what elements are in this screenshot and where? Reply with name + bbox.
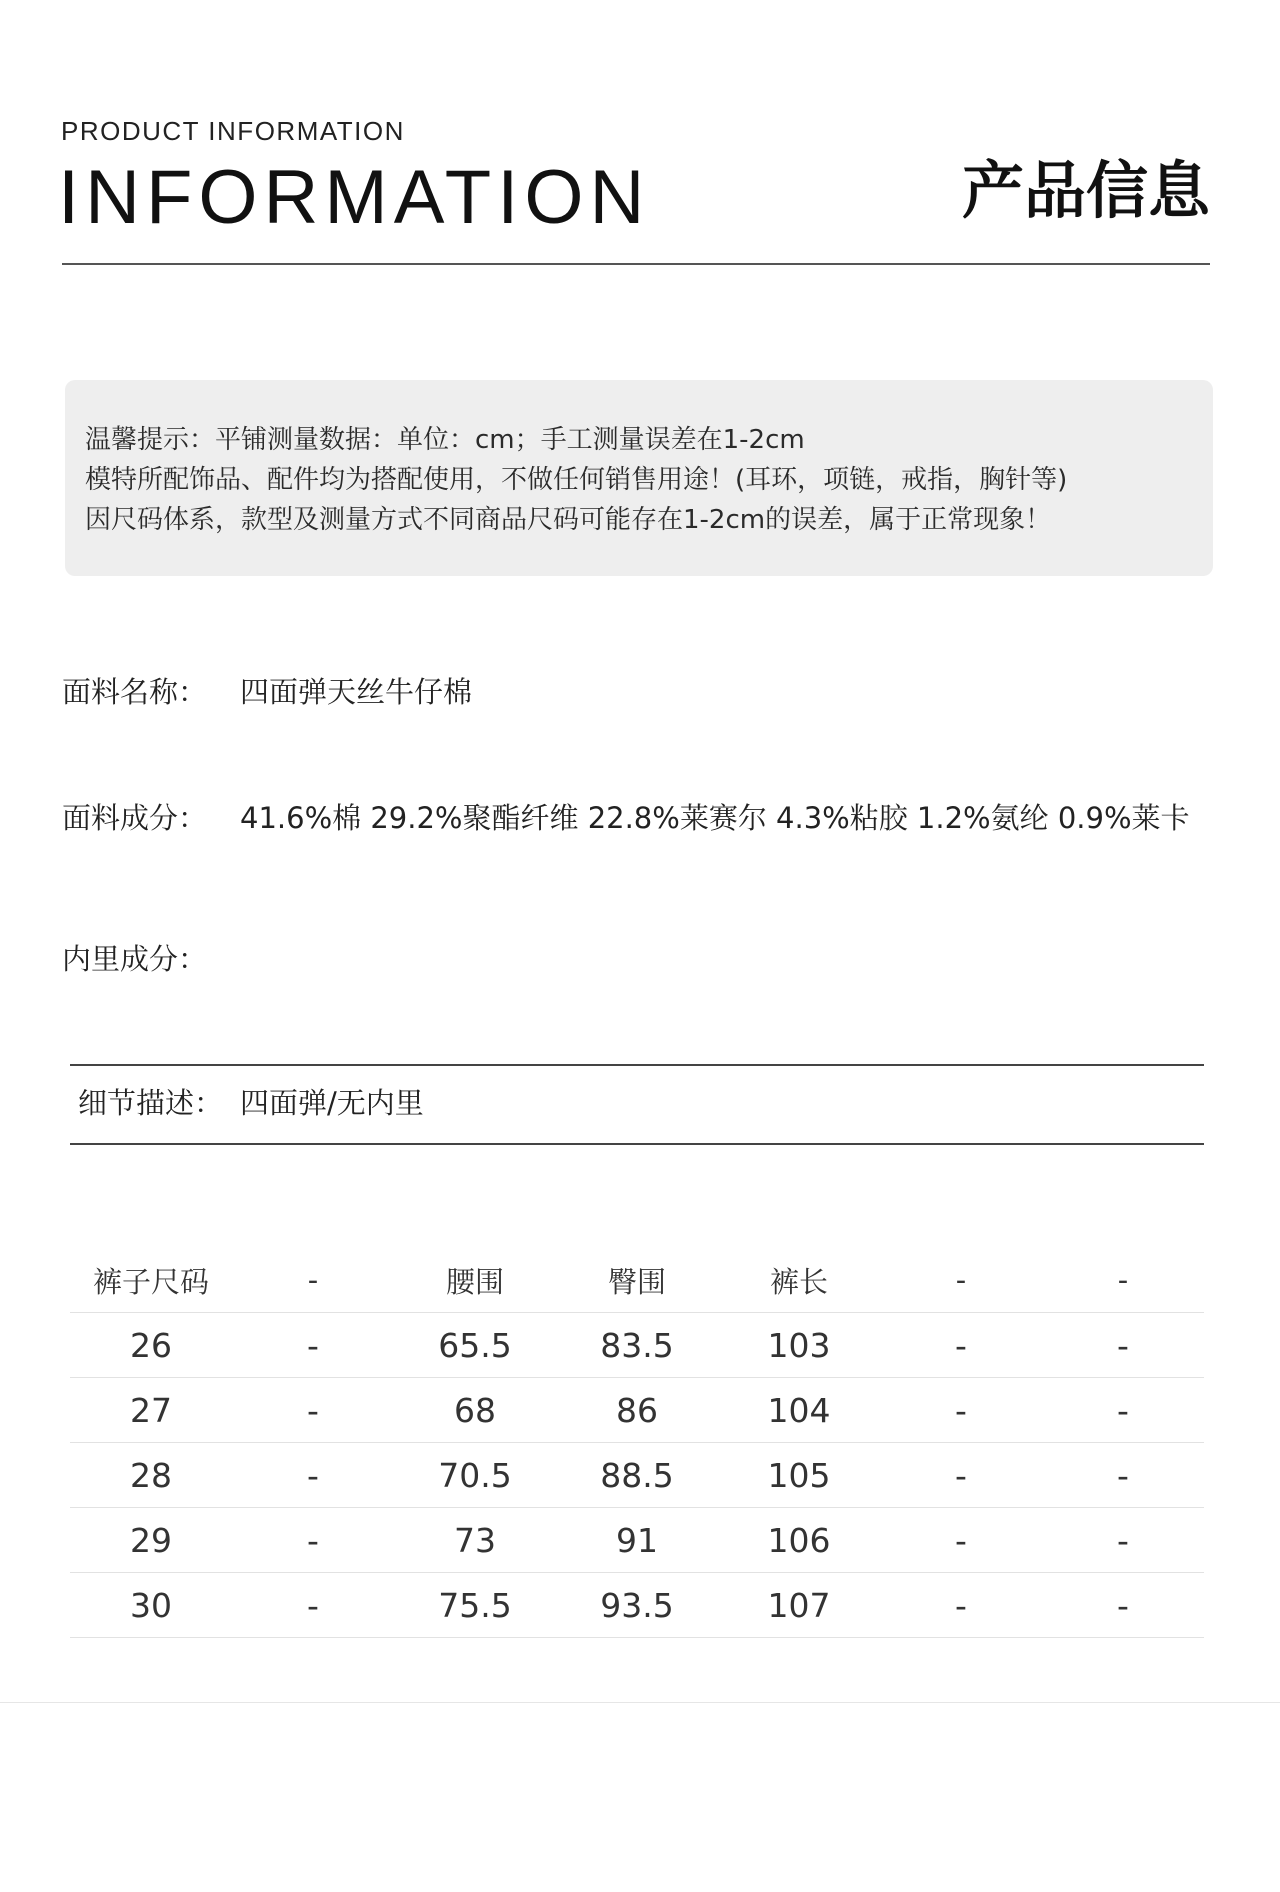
notice-line: 温馨提示：平铺测量数据：单位：cm；手工测量误差在1-2cm <box>85 425 805 455</box>
waist-cell: 73 <box>394 1508 556 1573</box>
header-empty: - <box>232 1248 394 1313</box>
table-row <box>70 1443 1204 1508</box>
size-cell: 30 <box>70 1573 232 1638</box>
header-title-cn: 产品信息 <box>961 154 1210 227</box>
table-cell: - <box>232 1443 394 1508</box>
detail-top-divider <box>70 1064 1204 1066</box>
size-cell: 27 <box>70 1378 232 1443</box>
header-empty: - <box>880 1248 1042 1313</box>
table-cell: - <box>880 1313 1042 1378</box>
fabric-composition-value: 41.6%棉 29.2%聚酯纤维 22.8%莱赛尔 4.3%粘胶 1.2%氨纶 0.9%莱卡 <box>240 801 1190 835</box>
length-cell: 107 <box>718 1573 880 1638</box>
hip-cell: 93.5 <box>556 1573 718 1638</box>
fabric-name-row <box>62 672 472 712</box>
header-subtitle: PRODUCT INFORMATION <box>61 116 405 146</box>
length-cell: 103 <box>718 1313 880 1378</box>
table-row <box>70 1378 1204 1443</box>
table-cell: - <box>1042 1313 1204 1378</box>
table-cell: - <box>232 1313 394 1378</box>
table-cell: - <box>1042 1378 1204 1443</box>
hip-cell: 88.5 <box>556 1443 718 1508</box>
table-cell: - <box>880 1508 1042 1573</box>
detail-value: 四面弹/无内里 <box>240 1086 424 1120</box>
table-row <box>70 1573 1204 1638</box>
table-cell: - <box>232 1508 394 1573</box>
waist-cell: 75.5 <box>394 1573 556 1638</box>
table-cell: - <box>880 1443 1042 1508</box>
notice-line: 因尺码体系，款型及测量方式不同商品尺码可能存在1-2cm的误差，属于正常现象！ <box>85 505 1052 535</box>
bottom-divider <box>0 1702 1280 1703</box>
table-cell: - <box>1042 1573 1204 1638</box>
lining-composition-row <box>62 939 240 979</box>
fabric-name-label: 面料名称： <box>62 675 208 709</box>
lining-composition-label: 内里成分： <box>62 942 208 976</box>
size-table-header-row <box>70 1248 1204 1313</box>
table-cell: - <box>232 1573 394 1638</box>
waist-cell: 65.5 <box>394 1313 556 1378</box>
table-row <box>70 1508 1204 1573</box>
fabric-composition-row <box>62 798 1190 838</box>
header-divider <box>62 263 1210 265</box>
hip-cell: 83.5 <box>556 1313 718 1378</box>
detail-bottom-divider <box>70 1143 1204 1145</box>
table-cell: - <box>1042 1508 1204 1573</box>
table-row <box>70 1313 1204 1378</box>
header-title: INFORMATION <box>58 155 651 240</box>
waist-cell: 70.5 <box>394 1443 556 1508</box>
hip-cell: 91 <box>556 1508 718 1573</box>
table-cell: - <box>1042 1443 1204 1508</box>
length-cell: 105 <box>718 1443 880 1508</box>
notice-box <box>65 380 1213 576</box>
size-cell: 28 <box>70 1443 232 1508</box>
header-hip: 臀围 <box>556 1248 718 1313</box>
fabric-name-value: 四面弹天丝牛仔棉 <box>240 675 473 709</box>
size-cell: 26 <box>70 1313 232 1378</box>
waist-cell: 68 <box>394 1378 556 1443</box>
table-cell: - <box>232 1378 394 1443</box>
header-size: 裤子尺码 <box>70 1248 232 1313</box>
table-cell: - <box>880 1378 1042 1443</box>
size-table <box>70 1248 1204 1638</box>
header-length: 裤长 <box>718 1248 880 1313</box>
length-cell: 106 <box>718 1508 880 1573</box>
fabric-composition-label: 面料成分： <box>62 801 208 835</box>
size-cell: 29 <box>70 1508 232 1573</box>
notice-line: 模特所配饰品、配件均为搭配使用，不做任何销售用途！(耳环，项链，戒指，胸针等) <box>85 465 1068 495</box>
table-cell: - <box>880 1573 1042 1638</box>
detail-row <box>78 1083 424 1123</box>
length-cell: 104 <box>718 1378 880 1443</box>
header-empty: - <box>1042 1248 1204 1313</box>
hip-cell: 86 <box>556 1378 718 1443</box>
header-waist: 腰围 <box>394 1248 556 1313</box>
detail-label: 细节描述： <box>78 1086 224 1120</box>
